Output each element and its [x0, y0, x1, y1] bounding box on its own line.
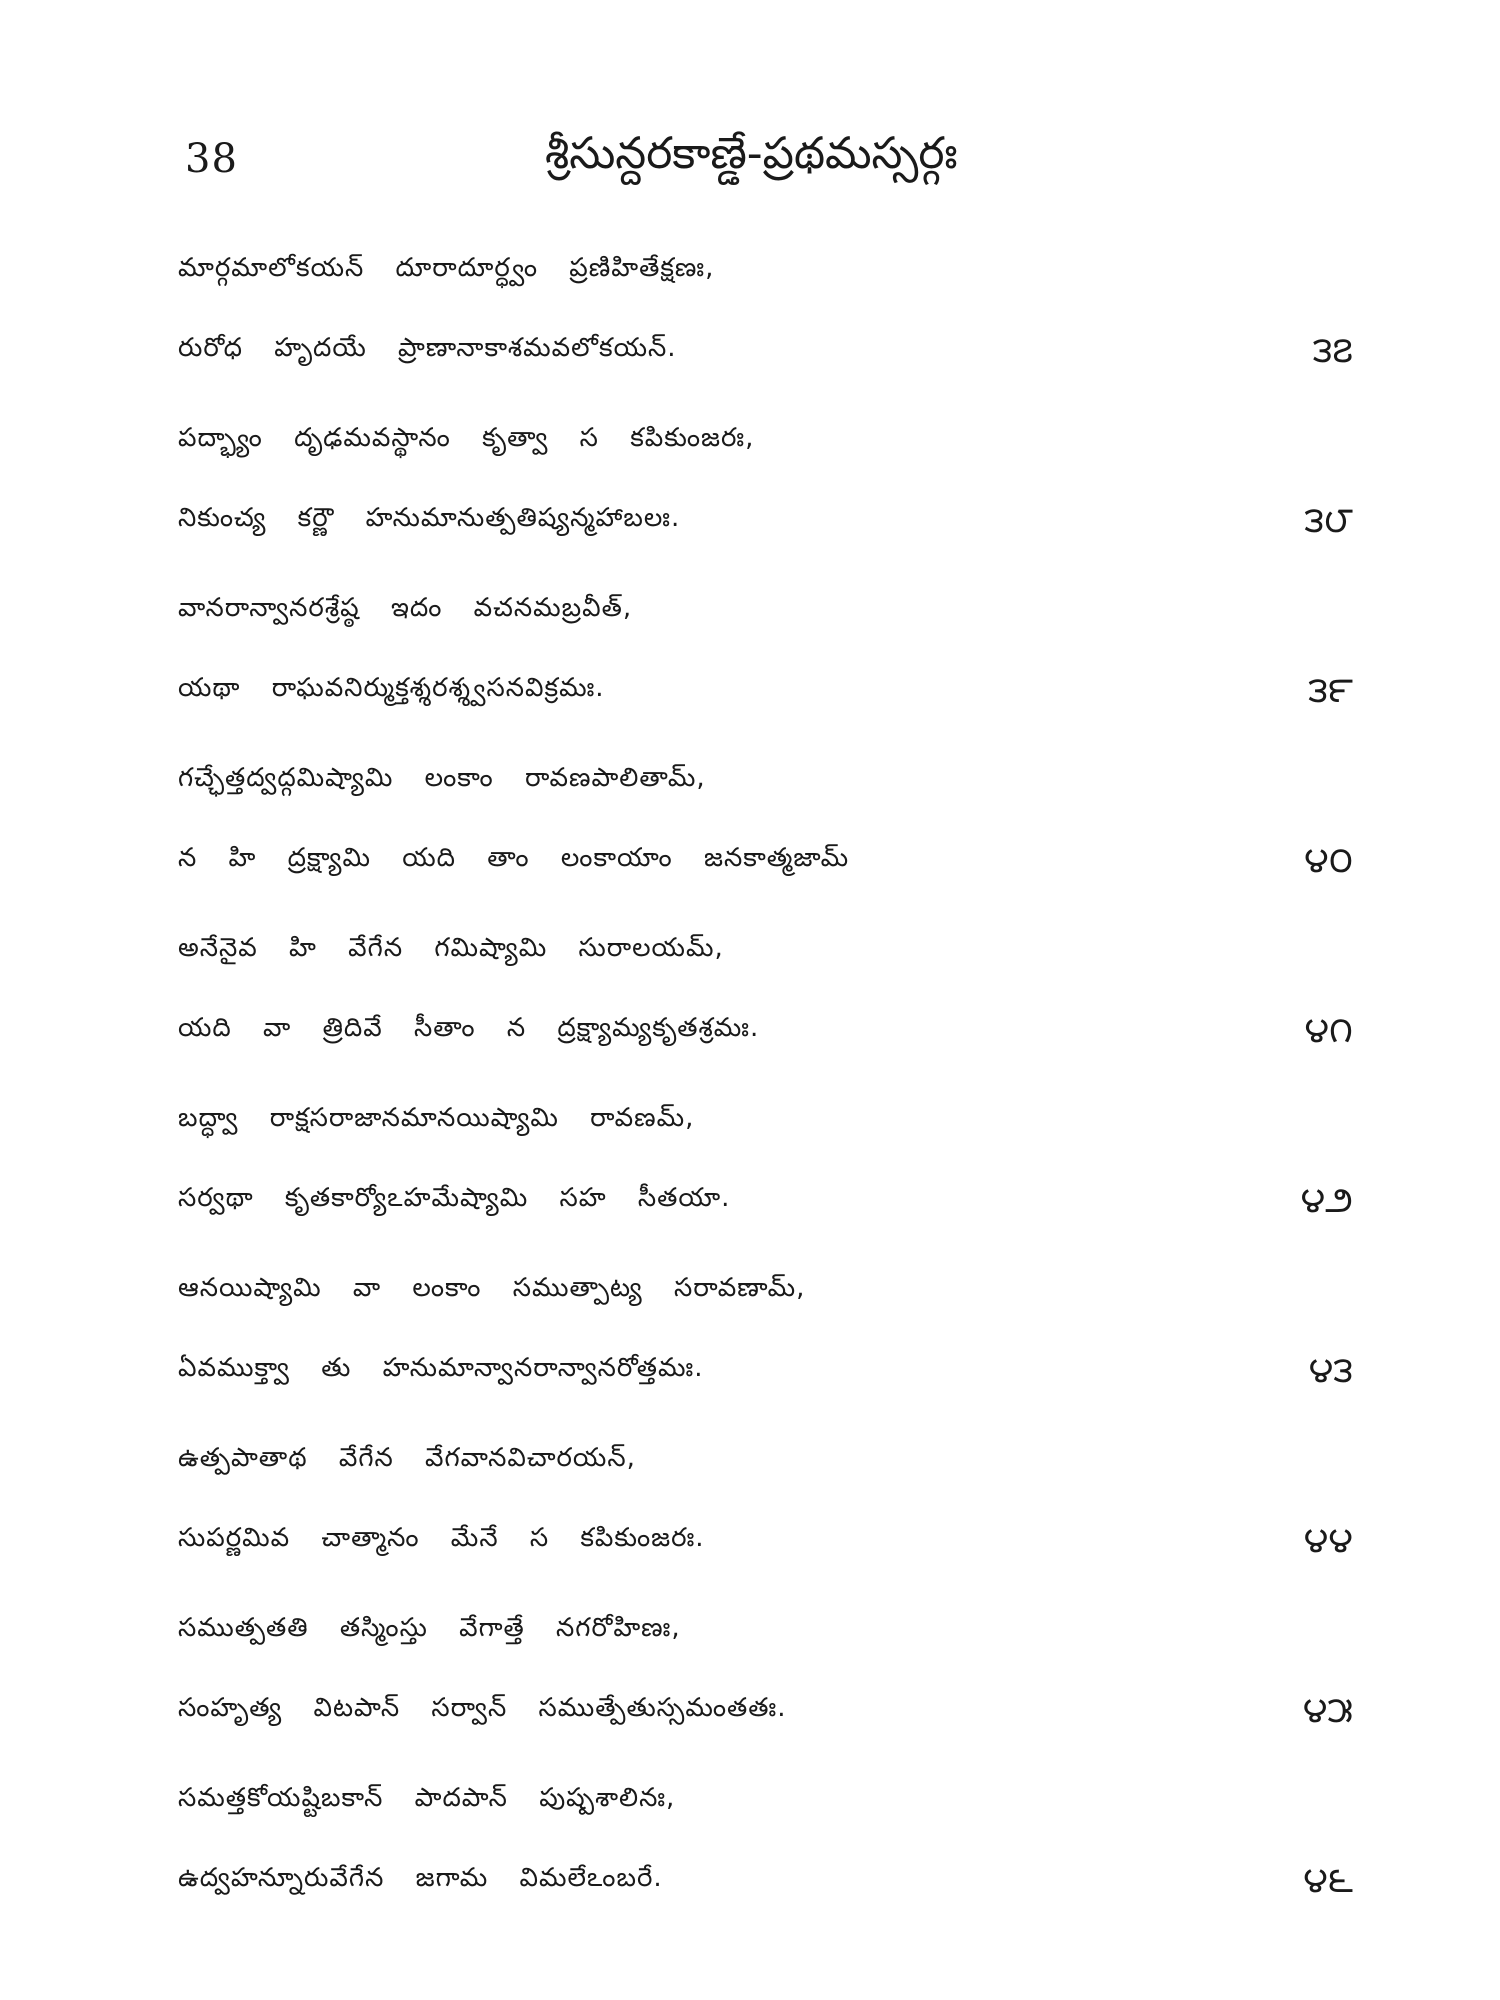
verse-line: మార్గమాలోకయన్ దూరాదూర్ధ్వం ప్రణిహితేక్షణః,: [178, 253, 715, 283]
verse-41: [178, 908, 1368, 1078]
verse-line: నికుంచ్య కర్ణౌ హనుమానుత్పతిష్యన్మహాబలః.: [178, 503, 681, 533]
verse-line: ఏవముక్త్వా తు హనుమాన్వానరాన్వానరోత్తమః.: [178, 1353, 704, 1383]
verse-37: [178, 228, 1368, 398]
verse-line: సంహృత్య విటపాన్ సర్వాన్ సముత్పేతుస్సమంతతః.: [178, 1693, 787, 1723]
verse-number: ౪౩: [1308, 1350, 1353, 1391]
verse-line: బద్ధ్వా రాక్షసరాజానమానయిష్యామి రావణమ్,: [178, 1103, 695, 1133]
verse-line: సముత్పతతి తస్మింస్తు వేగాత్తే నగరోహిణః,: [178, 1613, 681, 1643]
verse-line: గచ్ఛేత్తద్వద్గమిష్యామి లంకాం రావణపాలితామ్,: [178, 763, 706, 793]
verse-number: ౩౮: [1304, 500, 1353, 541]
verse-line: ఉద్వహన్నూరువేగేన జగామ విమలేఽంబరే.: [178, 1863, 663, 1893]
verse-number: ౪౦: [1304, 840, 1353, 881]
page-header: [185, 128, 1365, 188]
verse-list: [178, 228, 1368, 1928]
verse-number: ౩౭: [1312, 330, 1353, 371]
verse-40: [178, 738, 1368, 908]
verse-line: వానరాన్వానరశ్రేష్ఠ ఇదం వచనమబ్రవీత్,: [178, 593, 633, 623]
verse-42: [178, 1078, 1368, 1248]
verse-45: [178, 1588, 1368, 1758]
verse-line: సమత్తకోయష్టిబకాన్ పాదపాన్ పుష్పశాలినః,: [178, 1783, 676, 1813]
running-title: శ్రీసున్దరకాణ్డే-ప్రథమస్సర్గః: [545, 128, 958, 179]
verse-line: సుపర్ణమివ చాత్మానం మేనే స కపికుంజరః.: [178, 1523, 705, 1553]
verse-line: సర్వథా కృతకార్యోఽహమేష్యామి సహ సీతయా.: [178, 1183, 731, 1213]
verse-38: [178, 398, 1368, 568]
verse-line: రురోధ హృదయే ప్రాణానాకాశమవలోకయన్.: [178, 333, 677, 363]
verse-line: యథా రాఘవనిర్ముక్తశ్శరశ్శ్వసనవిక్రమః.: [178, 673, 605, 703]
verse-line: ఉత్పపాతాథ వేగేన వేగవానవిచారయన్,: [178, 1443, 636, 1473]
verse-43: [178, 1248, 1368, 1418]
verse-number: ౪౧: [1304, 1010, 1353, 1051]
verse-number: ౪౫: [1302, 1690, 1353, 1731]
verse-number: ౩౯: [1308, 670, 1353, 711]
verse-39: [178, 568, 1368, 738]
verse-number: ౪౬: [1303, 1860, 1353, 1901]
verse-46: [178, 1758, 1368, 1928]
verse-number: ౪౨: [1300, 1180, 1353, 1221]
verse-line: న హి ద్రక్ష్యామి యది తాం లంకాయాం జనకాత్మజామ్: [178, 843, 850, 873]
verse-line: ఆనయిష్యామి వా లంకాం సముత్పాట్య సరావణామ్,: [178, 1273, 806, 1303]
page-number: 38: [185, 136, 238, 182]
verse-44: [178, 1418, 1368, 1588]
verse-line: అనేనైవ హి వేగేన గమిష్యామి సురాలయమ్,: [178, 933, 724, 963]
verse-number: ౪౪: [1303, 1520, 1353, 1561]
verse-line: యది వా త్రిదివే సీతాం న ద్రక్ష్యామ్యకృతశ్రమః.: [178, 1013, 760, 1043]
verse-line: పద్భ్యాం దృఢమవస్థానం కృత్వా స కపికుంజరః,: [178, 423, 755, 453]
